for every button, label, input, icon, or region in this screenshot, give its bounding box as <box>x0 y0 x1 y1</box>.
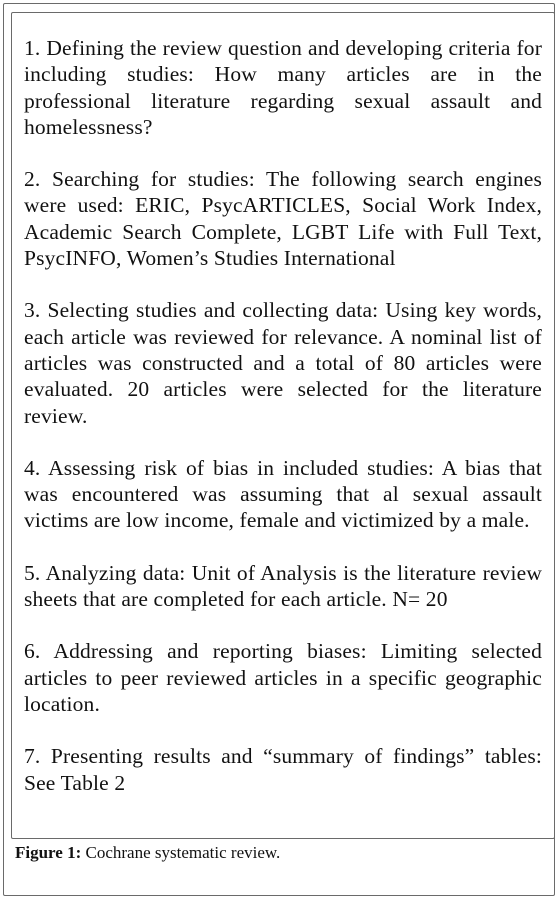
figure-caption <box>15 843 280 863</box>
figure-frame <box>3 3 555 896</box>
steps-box <box>11 12 555 839</box>
step-3: 3. Selecting studies and collecting data: Using key words, each article was reviewed for relevance. A nominal list of articles was constructed and a total of 80 articles were evaluated. 20 articles were selected for the literature review. <box>24 298 542 428</box>
step-7: 7. Presenting results and “summary of findings” tables: See Table 2 <box>24 744 542 795</box>
step-1: 1. Defining the review question and developing criteria for including studies: How many articles are in the professional literature regarding sexual assault and homelessness? <box>24 36 542 139</box>
figure-caption-text: Cochrane systematic review. <box>81 843 281 862</box>
step-5: 5. Analyzing data: Unit of Analysis is the literature review sheets that are completed for each article. N= 20 <box>24 560 542 612</box>
step-4: 4. Assessing risk of bias in included studies: A bias that was encountered was assuming that al sexual assault victims are low income, female and victimized by a male. <box>24 455 542 533</box>
step-6: 6. Addressing and reporting biases: Limiting selected articles to peer reviewed articles in a specific geographic location. <box>24 639 542 716</box>
figure-caption-label: Figure 1: <box>15 843 82 862</box>
step-2: 2. Searching for studies: The following search engines were used: ERIC, PsycARTICLES, Social Work Index, Academic Search Complete, LGBT Life with Full Text, PsycINFO, Women’s Studies International <box>24 167 542 271</box>
